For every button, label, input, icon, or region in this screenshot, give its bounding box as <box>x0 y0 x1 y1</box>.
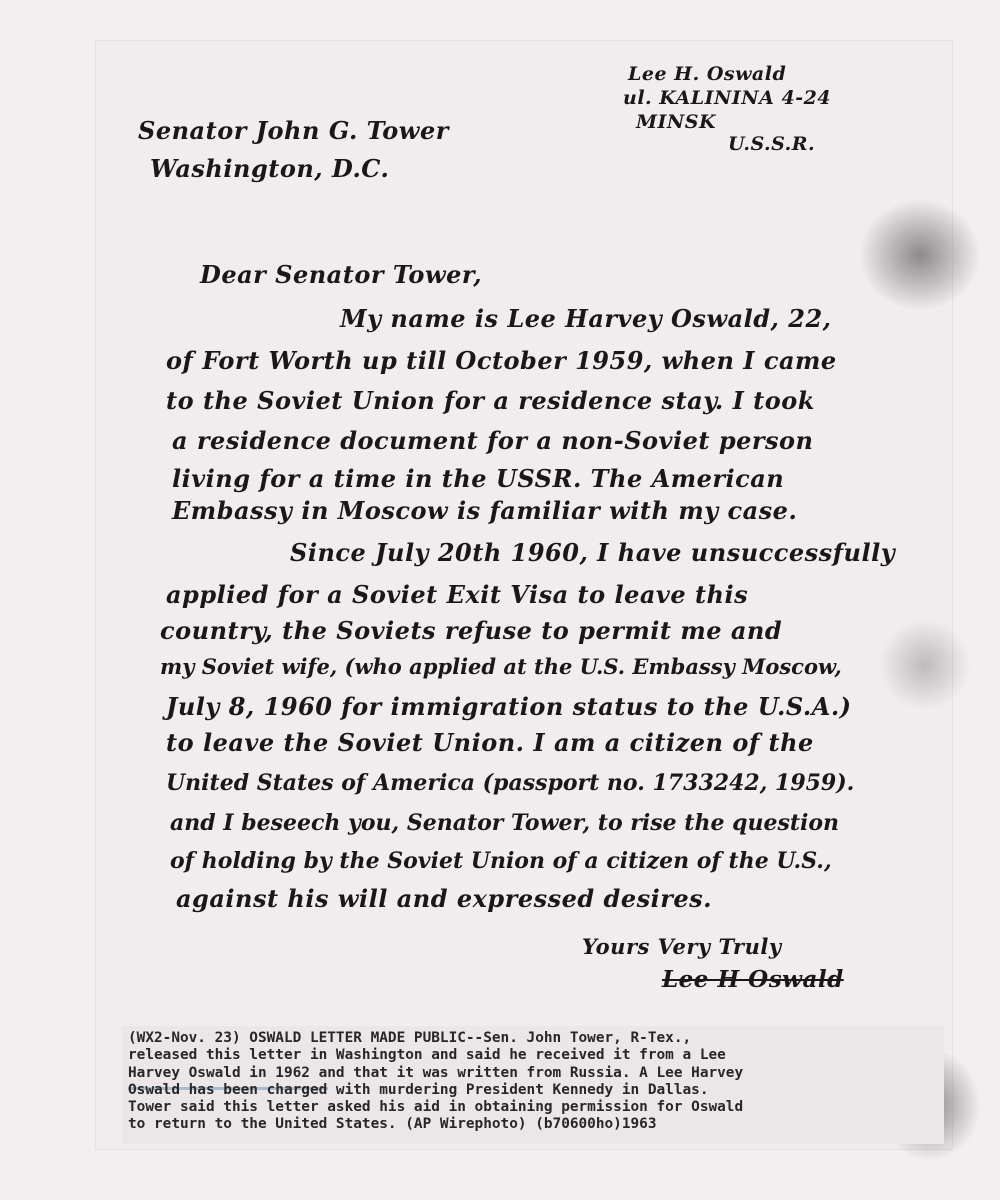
letter-line: my Soviet wife, (who applied at the U.S. Embassy Moscow, <box>160 654 842 679</box>
salutation: Dear Senator Tower, <box>200 260 483 289</box>
caption-line: (WX2-Nov. 23) OSWALD LETTER MADE PUBLIC--Sen. John Tower, R-Tex., <box>128 1030 692 1046</box>
print-smudge-mid <box>880 620 970 710</box>
letter-line: against his will and expressed desires. <box>176 884 713 913</box>
caption-line: Oswald has been charged with murdering President Kennedy in Dallas. <box>128 1081 709 1098</box>
letter-line: to leave the Soviet Union. I am a citizen of the <box>166 728 814 757</box>
caption-line: released this letter in Washington and said he received it from a Lee <box>128 1047 726 1064</box>
return-address-street: ul. KALININA 4-24 <box>623 87 832 109</box>
wirephoto-caption <box>128 1030 938 1134</box>
return-address-name: Lee H. Oswald <box>628 63 787 85</box>
return-address-country: U.S.S.R. <box>728 133 816 155</box>
letter-line: country, the Soviets refuse to permit me and <box>160 616 783 645</box>
return-address-city: MINSK <box>636 111 717 133</box>
recipient-name: Senator John G. Tower <box>138 116 449 145</box>
print-smudge-top <box>860 200 980 310</box>
letter-line: Since July 20th 1960, I have unsuccessfully <box>290 538 896 567</box>
caption-line: Tower said this letter asked his aid in obtaining permission for Oswald <box>128 1099 744 1116</box>
letter-line: of Fort Worth up till October 1959, when I came <box>166 346 837 375</box>
letter-line: living for a time in the USSR. The American <box>172 464 785 493</box>
recipient-city: Washington, D.C. <box>150 154 390 183</box>
letter-line: and I beseech you, Senator Tower, to rise the question <box>170 810 840 836</box>
signature: Lee H Oswald <box>662 966 844 993</box>
caption-line: to return to the United States. (AP Wirephoto) (b70600ho)1963 <box>128 1116 657 1133</box>
letter-line: of holding by the Soviet Union of a citizen of the U.S., <box>170 848 832 874</box>
letter-line: a residence document for a non-Soviet person <box>172 426 814 455</box>
letter-line: applied for a Soviet Exit Visa to leave this <box>166 580 749 609</box>
letter-line: My name is Lee Harvey Oswald, 22, <box>340 304 832 333</box>
letter-line: to the Soviet Union for a residence stay. I took <box>166 386 815 415</box>
letter-line: July 8, 1960 for immigration status to the U.S.A.) <box>166 692 852 721</box>
letter-line: United States of America (passport no. 1733242, 1959). <box>166 770 855 796</box>
letter-line: Embassy in Moscow is familiar with my case. <box>172 496 798 525</box>
caption-line: Harvey Oswald in 1962 and that it was written from Russia. A Lee Harvey <box>128 1064 744 1081</box>
closing: Yours Very Truly <box>582 934 782 959</box>
